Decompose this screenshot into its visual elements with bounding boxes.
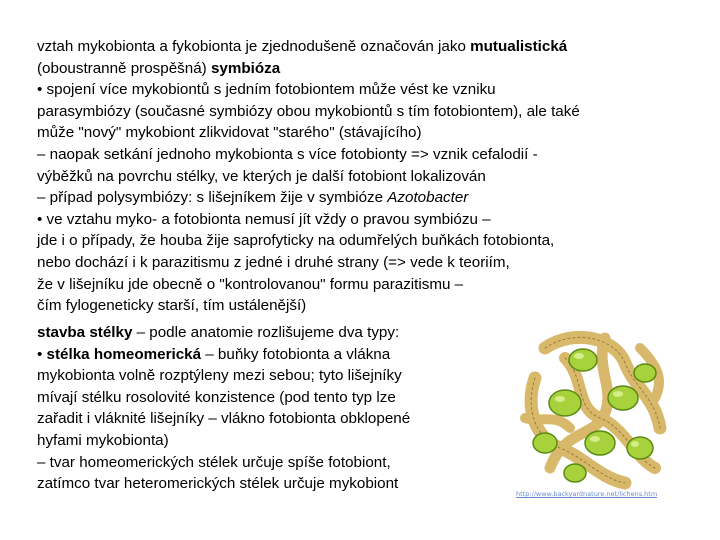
text-line: [37, 58, 697, 80]
text-run: vztah mykobionta a fykobionta je zjednodušeně označován jako: [37, 38, 471, 55]
text-line: může "nový" mykobiont zlikvidovat "starého" (stávajícího): [37, 124, 422, 142]
image-source-link[interactable]: http://www.backyardnature.net/lichens.htm: [516, 490, 658, 498]
bullet-line: • ve vztahu myko- a fotobionta nemusí jít vždy o pravou symbiózu –: [37, 210, 491, 228]
text-line: nebo dochází i k parazitismu z jedné i druhé strany (=> vede k teoriím,: [37, 253, 510, 271]
bullet-line: • spojení více mykobiontů s jedním fotobiontem může vést ke vzniku: [37, 81, 496, 99]
text-line: jde i o případy, že houba žije saprofyticky na odumřelých buňkách fotobionta,: [37, 232, 555, 250]
text-line: [37, 322, 507, 344]
bullet-line: [37, 344, 507, 366]
bold-term-homeomeric: stélka homeomerická: [46, 345, 202, 363]
bold-term-symbiosis: symbióza: [210, 59, 281, 77]
text-line: že v lišejníku jde obecně o "kontrolovanou" formu parazitismu –: [37, 275, 464, 293]
text-run: – případ polysymbiózy: s lišejníkem žije v symbióze: [37, 189, 388, 207]
text-run: – buňky fotobionta a vlákna: [201, 345, 391, 363]
paragraph-thallus-structure: [37, 322, 507, 495]
text-line: zařadit i vláknité lišejníky – vlákno fotobionta obklopené: [37, 410, 411, 428]
italic-term-azotobacter: Azotobacter: [387, 189, 469, 207]
text-line: [37, 36, 697, 58]
bold-term-mutualistic: mutualistická: [470, 38, 568, 55]
text-line: zatímco tvar heteromerických stélek určuje mykobiont: [37, 475, 399, 493]
text-line: [37, 187, 697, 209]
text-line: výběžků na povrchu stélky, ve kterých je další fotobiont lokalizován: [37, 167, 486, 185]
paragraph-symbiosis: [37, 36, 697, 317]
text-line: mívají stélku rosolovité konzistence (pod tento typ lze: [37, 388, 396, 406]
lichen-illustration: [505, 318, 675, 498]
text-line: hyfami mykobionta): [37, 431, 169, 449]
text-line: mykobionta volně rozptýleny mezi sebou; tyto lišejníky: [37, 367, 402, 385]
text-line: čím fylogeneticky starší, tím ustálenější): [37, 297, 307, 315]
bullet: •: [37, 345, 47, 363]
text-line: – naopak setkání jednoho mykobionta s více fotobionty => vznik cefalodií -: [37, 145, 538, 163]
text-line: – tvar homeomerických stélek určuje spíše fotobiont,: [37, 453, 391, 471]
text-run: (oboustranně prospěšná): [37, 59, 211, 77]
text-run: – podle anatomie rozlišujeme dva typy:: [132, 324, 400, 341]
bold-term-thallus-structure: stavba stélky: [37, 324, 133, 341]
text-line: parasymbiózy (současné symbiózy obou mykobiontů s tím fotobiontem), ale také: [37, 102, 580, 120]
